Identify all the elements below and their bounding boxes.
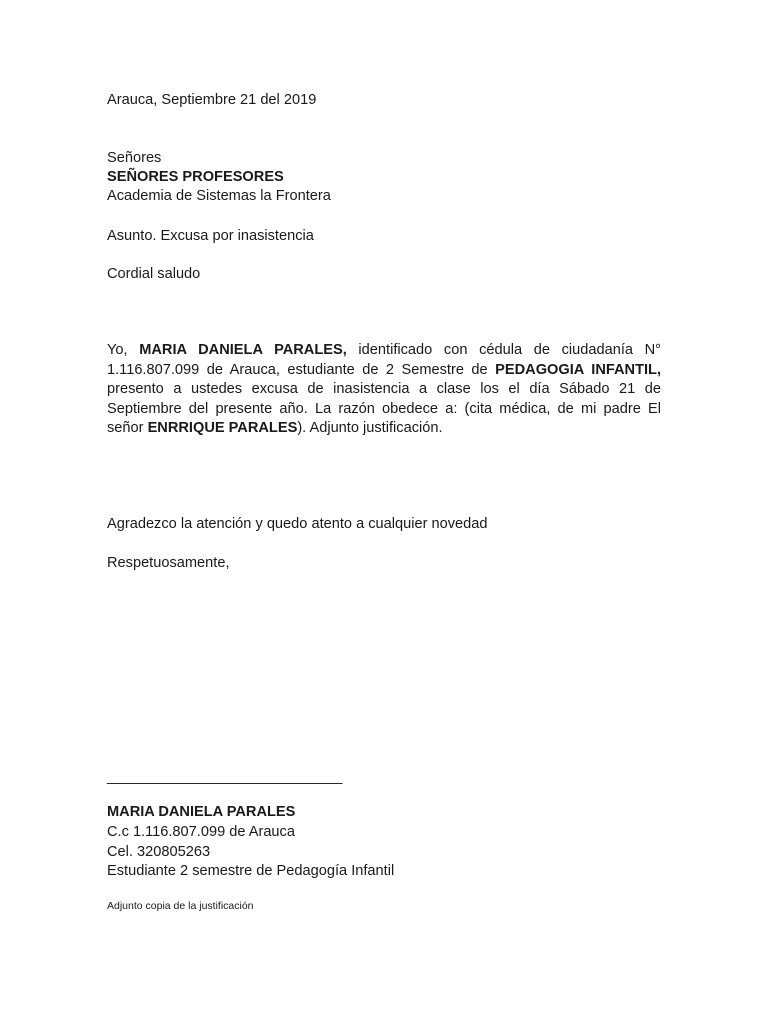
signature-phone: Cel. 320805263 bbox=[107, 844, 211, 860]
place-date: Arauca, Septiembre 21 del 2019 bbox=[107, 92, 317, 108]
body-paragraph bbox=[107, 341, 661, 439]
closing-line: Agradezco la atención y quedo atento a cualquier novedad bbox=[107, 516, 488, 532]
attachment-note: Adjunto copia de la justificación bbox=[107, 900, 254, 912]
recipient-title: SEÑORES PROFESORES bbox=[107, 169, 284, 185]
subject-line: Asunto. Excusa por inasistencia bbox=[107, 228, 314, 244]
recipient-salutation: Señores bbox=[107, 150, 162, 166]
body-text-1: Yo, bbox=[107, 342, 140, 358]
recipient-institution: Academia de Sistemas la Frontera bbox=[107, 188, 331, 204]
signature-id: C.c 1.116.807.099 de Arauca bbox=[107, 824, 295, 840]
body-student-name: MARIA DANIELA PARALES, bbox=[139, 342, 347, 358]
greeting: Cordial saludo bbox=[107, 266, 201, 282]
body-text-3: presento a ustedes excusa de inasistencia a clase los el día Sábado 21 de Septiembre del presente año. La razón obedece a: (cita médica, de mi padre El señor bbox=[107, 381, 661, 437]
body-text-2: identificado con cédula de ciudadanía N° 1.116.807.099 de Arauca, estudiante de 2 Semestre de bbox=[107, 342, 661, 378]
signature-role: Estudiante 2 semestre de Pedagogía Infantil bbox=[107, 863, 395, 879]
signature-line: _____________________________ bbox=[107, 769, 343, 785]
body-program-name: PEDAGOGIA INFANTIL, bbox=[495, 361, 662, 378]
signature-name: MARIA DANIELA PARALES bbox=[107, 804, 296, 820]
closing: Respetuosamente, bbox=[107, 555, 230, 571]
body-parent-name: ENRRIQUE PARALES bbox=[147, 420, 298, 437]
body-text-4: ). Adjunto justificación. bbox=[297, 420, 443, 437]
